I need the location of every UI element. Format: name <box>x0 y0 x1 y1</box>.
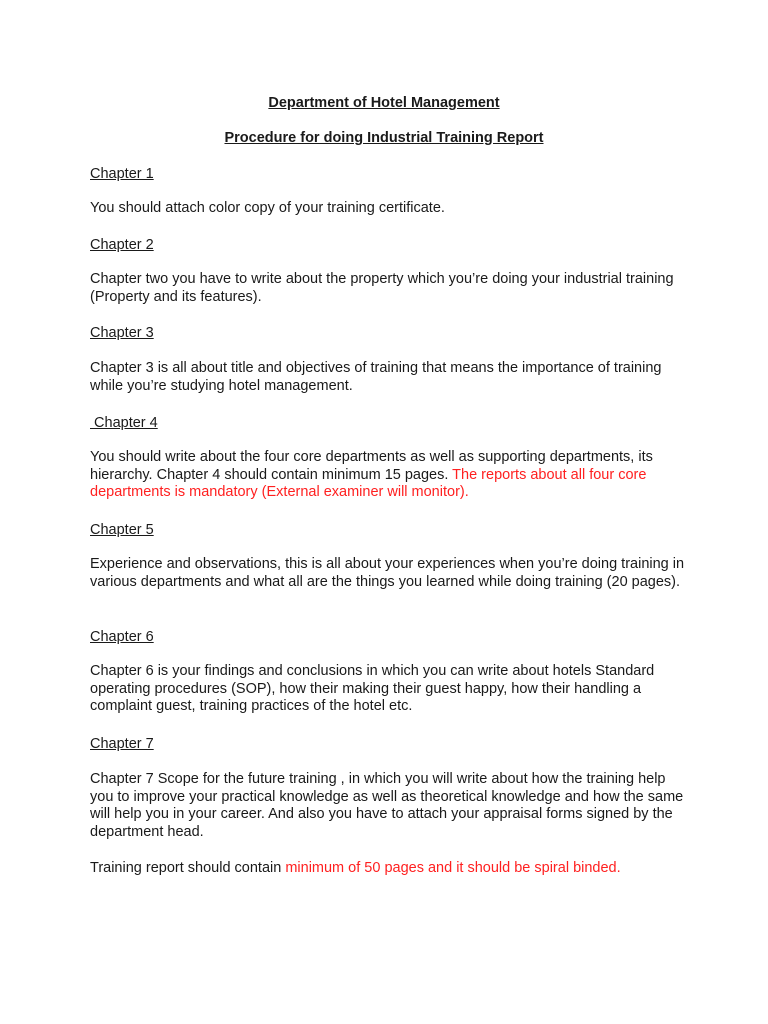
closing-note-highlight: minimum of 50 pages and it should be spiral binded. <box>285 860 621 876</box>
chapter-1-heading: Chapter 1 <box>90 166 154 182</box>
chapter-2-text: Chapter two you have to write about the property which you’re doing your industrial training (Property and its features). <box>90 271 674 305</box>
chapter-7-heading: Chapter 7 <box>90 736 154 752</box>
chapter-5-text: Experience and observations, this is all about your experiences when you’re doing training in various departments and what all are the things you learned while doing training (20 pages). <box>90 556 685 590</box>
chapter-3-heading: Chapter 3 <box>90 325 154 341</box>
chapter-4-text-highlight: The reports about all four core departments is mandatory (External examiner will monitor). <box>90 466 647 501</box>
chapter-4-heading: Chapter 4 <box>90 415 158 431</box>
document-title: Department of Hotel Management <box>268 95 500 111</box>
chapter-1-text: You should attach color copy of your training certificate. <box>90 200 445 216</box>
chapter-2-heading: Chapter 2 <box>90 237 154 253</box>
chapter-7-text: Chapter 7 Scope for the future training , in which you will write about how the training help you to improve your practical knowledge as well as theoretical knowledge and how the same will help you in your career. And also you have to attach your appraisal forms signed by the department head. <box>90 771 684 841</box>
document-subtitle: Procedure for doing Industrial Training Report <box>224 130 544 146</box>
chapter-5-heading: Chapter 5 <box>90 522 154 538</box>
closing-note <box>90 860 690 878</box>
chapter-4-text <box>90 449 690 502</box>
chapter-6-text: Chapter 6 is your findings and conclusions in which you can write about hotels Standard operating procedures (SOP), how their making their guest happy, how their handling a complaint guest, training practices of the hotel etc. <box>90 663 655 715</box>
closing-note-normal: Training report should contain <box>90 860 286 876</box>
chapter-3-text: Chapter 3 is all about title and objectives of training that means the importance of training while you’re studying hotel management. <box>90 360 662 394</box>
chapter-6-heading: Chapter 6 <box>90 629 154 645</box>
chapter-4-text-normal: You should write about the four core departments as well as supporting departments, its hierarchy. Chapter 4 should contain minimum 15 pages. <box>90 449 653 483</box>
